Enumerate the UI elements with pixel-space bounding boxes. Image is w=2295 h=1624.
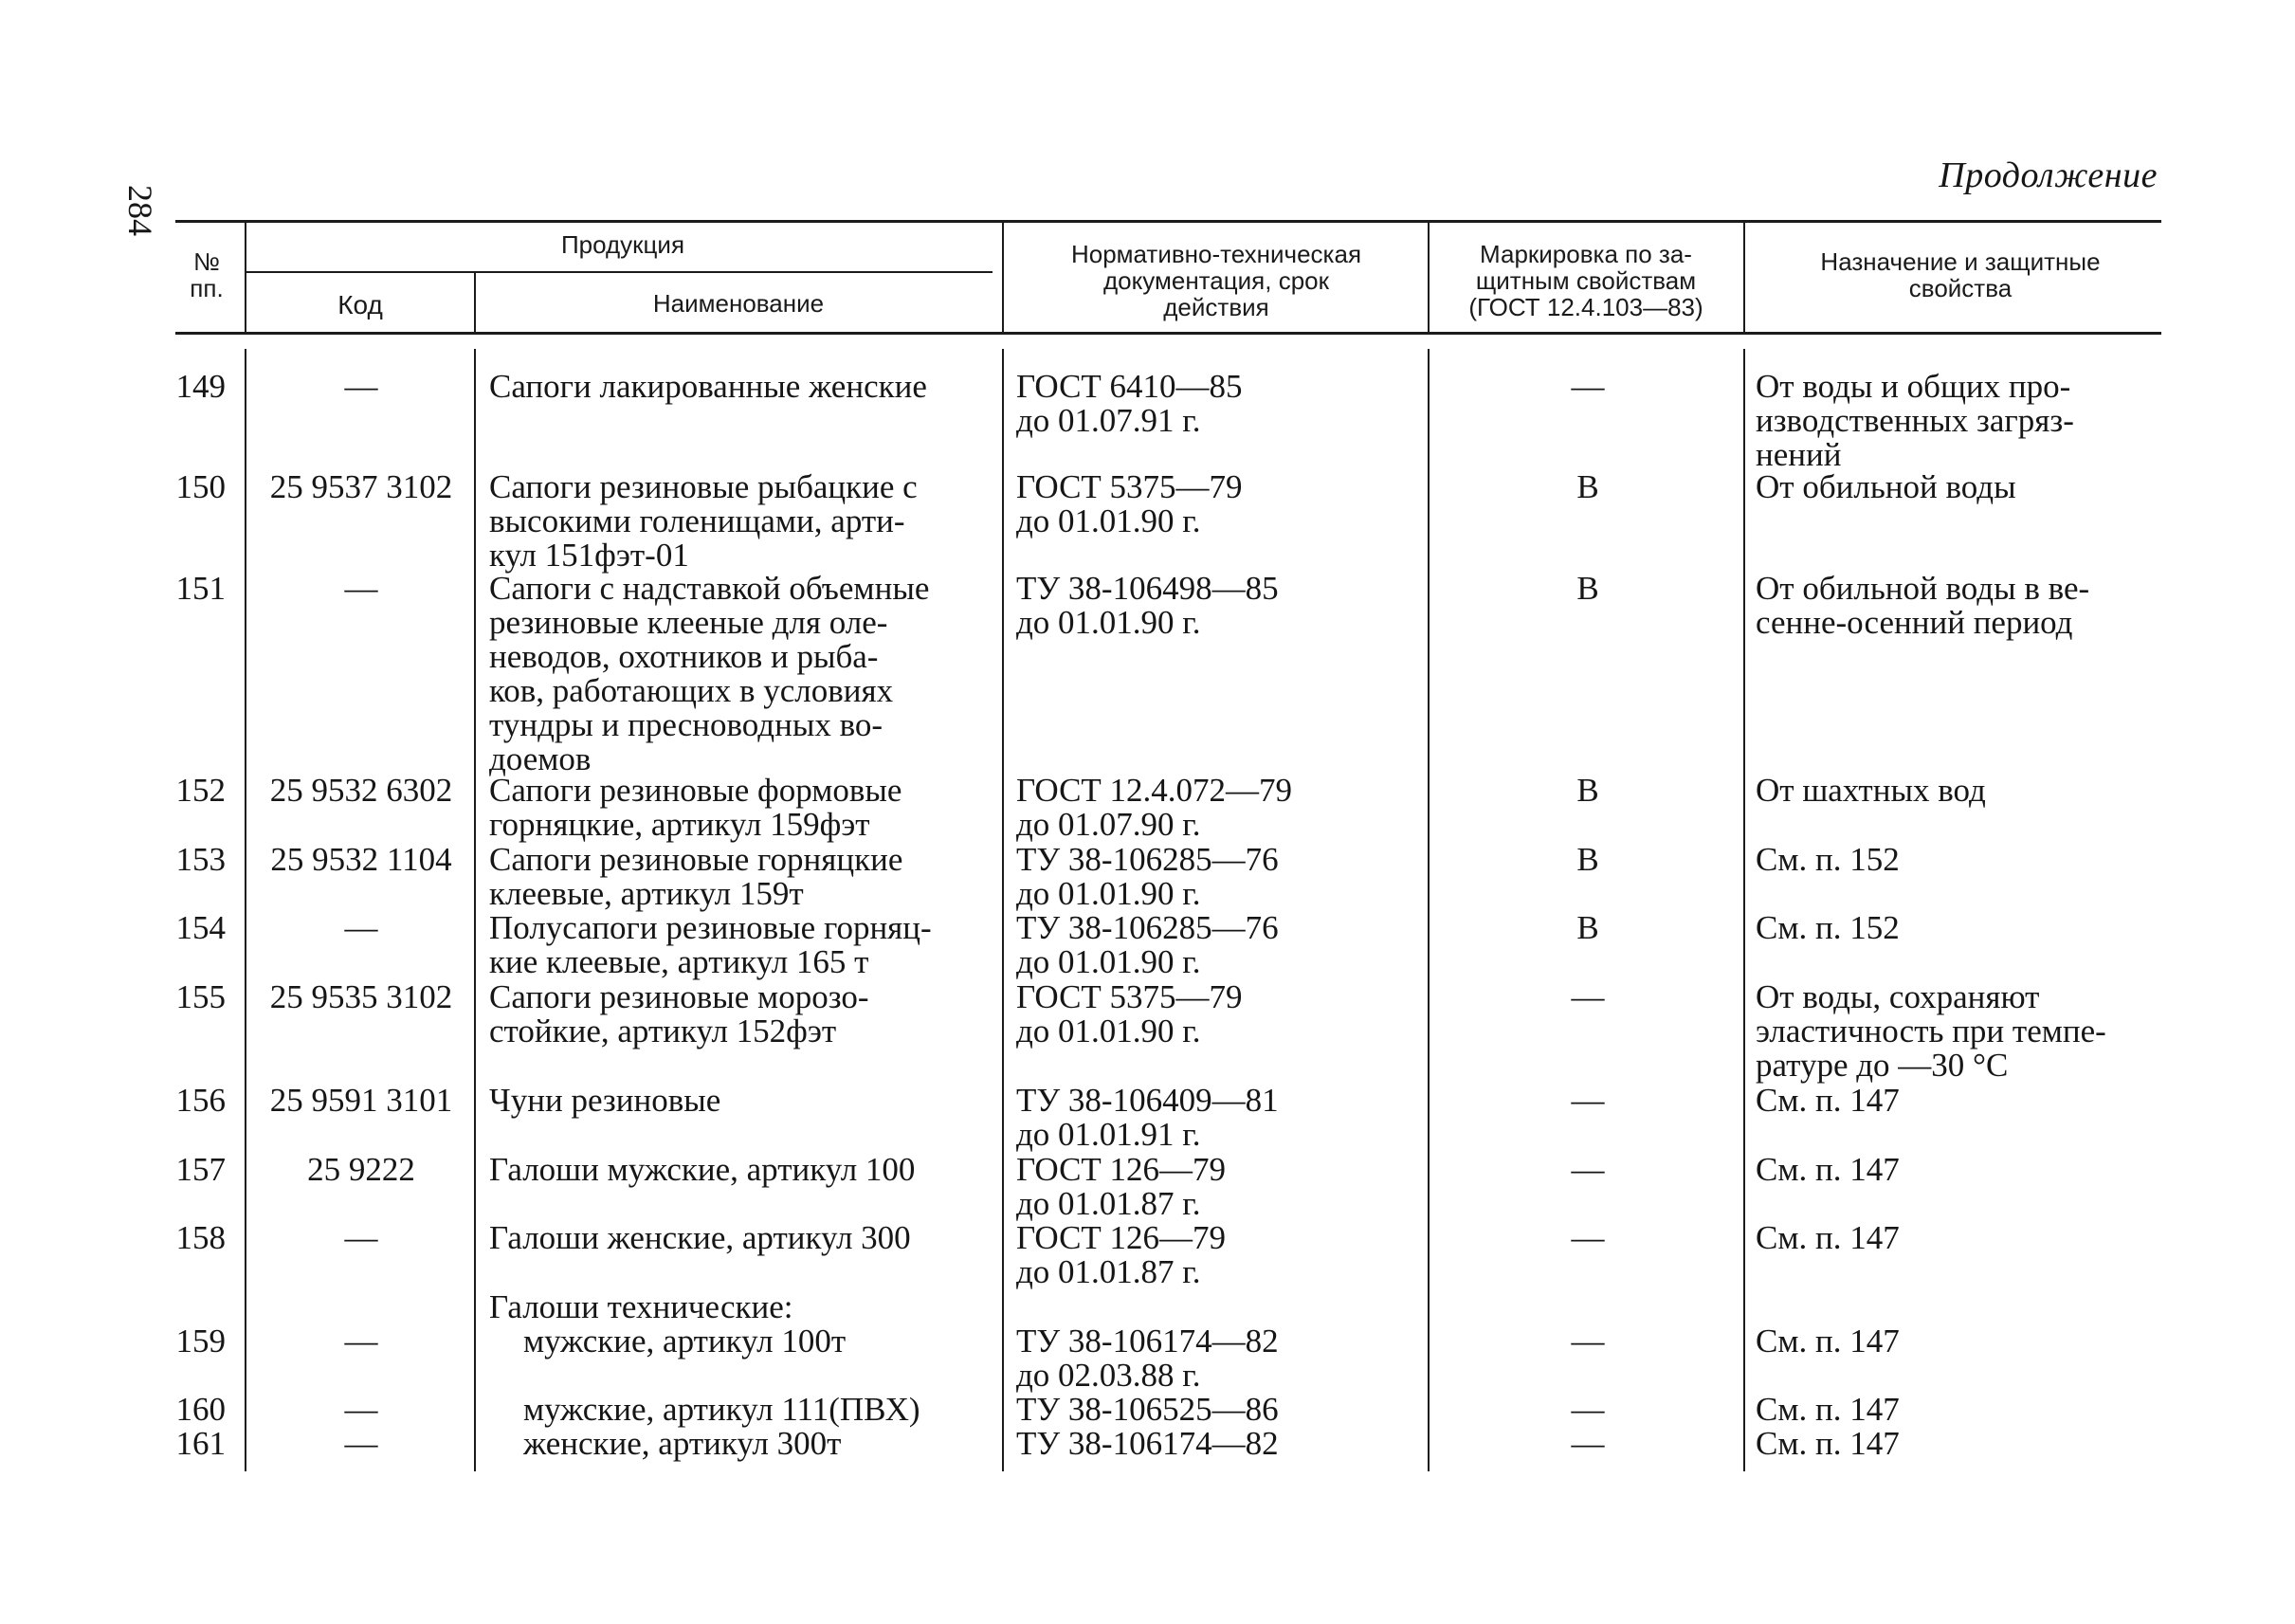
- cell-doc: ТУ 38-106498—85 до 01.01.90 г.: [1016, 570, 1279, 641]
- cell-marking: —: [1571, 1151, 1605, 1188]
- header-divider: [1743, 222, 1745, 332]
- cell-code: —: [344, 1323, 378, 1359]
- cell-code: 25 9591 3101: [269, 1082, 453, 1119]
- cell-marking: В: [1576, 468, 1599, 505]
- cell-name: Полусапоги резиновые горняц- кие клеевые, артикул 165 т: [489, 909, 932, 980]
- cell-doc: ГОСТ 6410—85 до 01.07.91 г.: [1016, 368, 1243, 439]
- cell-name: Сапоги резиновые рыбацкие с высокими голенищами, арти- кул 151фэт-01: [489, 468, 918, 574]
- cell-num: 150: [175, 468, 226, 505]
- column-divider: [1428, 349, 1430, 1471]
- column-divider: [245, 349, 246, 1471]
- header-purpose: Назначение и защитные свойства: [1820, 247, 2101, 302]
- cell-purpose: См. п. 147: [1756, 1391, 1900, 1428]
- cell-purpose: См. п. 147: [1756, 1425, 1900, 1462]
- header-divider: [1002, 222, 1004, 332]
- cell-doc: ТУ 38-106285—76 до 01.01.90 г.: [1016, 909, 1279, 980]
- cell-name: Чуни резиновые: [489, 1082, 721, 1119]
- cell-code: —: [344, 909, 378, 946]
- cell-marking: —: [1571, 368, 1605, 405]
- cell-code: 25 9535 3102: [269, 978, 453, 1015]
- cell-purpose: От обильной воды в ве- сенне-осенний период: [1756, 570, 2090, 641]
- cell-num: 153: [175, 841, 226, 878]
- cell-name: мужские, артикул 111(ПВХ): [523, 1391, 920, 1428]
- cell-name: мужские, артикул 100т: [523, 1323, 847, 1359]
- cell-code: —: [344, 1391, 378, 1428]
- cell-num: 152: [175, 772, 226, 809]
- cell-num: 157: [175, 1151, 226, 1188]
- header-code: Код: [337, 290, 383, 319]
- cell-doc: ГОСТ 5375—79 до 01.01.90 г.: [1016, 468, 1243, 539]
- cell-code: 25 9537 3102: [269, 468, 453, 505]
- cell-name: Сапоги резиновые формовые горняцкие, артикул 159фэт: [489, 772, 902, 843]
- cell-purpose: См. п. 152: [1756, 841, 1900, 878]
- cell-purpose: От воды, сохраняют эластичность при темпе- ратуре до —30 °С: [1756, 978, 2106, 1084]
- header-divider: [474, 273, 476, 332]
- cell-num: 151: [175, 570, 226, 607]
- cell-doc: ГОСТ 12.4.072—79 до 01.07.90 г.: [1016, 772, 1293, 843]
- cell-purpose: См. п. 147: [1756, 1082, 1900, 1119]
- cell-num: 154: [175, 909, 226, 946]
- cell-num: 161: [175, 1425, 226, 1462]
- cell-code: —: [344, 368, 378, 405]
- cell-doc: ТУ 38-106285—76 до 01.01.90 г.: [1016, 841, 1279, 912]
- cell-name: Сапоги резиновые горняцкие клеевые, артикул 159т: [489, 841, 903, 912]
- header-product-group: Продукция: [560, 230, 685, 259]
- cell-doc: ГОСТ 5375—79 до 01.01.90 г.: [1016, 978, 1243, 1049]
- cell-num: 155: [175, 978, 226, 1015]
- cell-marking: В: [1576, 841, 1599, 878]
- column-divider: [474, 349, 476, 1471]
- header-group-rule: [246, 271, 993, 273]
- cell-code: —: [344, 570, 378, 607]
- cell-marking: —: [1571, 1391, 1605, 1428]
- header-divider: [1428, 222, 1430, 332]
- cell-num: 160: [175, 1391, 226, 1428]
- header-num: № пп.: [190, 247, 224, 302]
- continuation-label: Продолжение: [1939, 155, 2158, 195]
- cell-doc: ГОСТ 126—79 до 01.01.87 г.: [1016, 1219, 1227, 1290]
- page-number: 284: [121, 185, 159, 236]
- header-bottom-rule: [175, 332, 2161, 335]
- cell-purpose: От шахтных вод: [1756, 772, 1986, 809]
- cell-marking: В: [1576, 570, 1599, 607]
- cell-doc: ТУ 38-106525—86: [1016, 1391, 1279, 1428]
- cell-code: 25 9532 6302: [269, 772, 453, 809]
- cell-name: женские, артикул 300т: [523, 1425, 842, 1462]
- cell-marking: —: [1571, 1219, 1605, 1256]
- cell-doc: ТУ 38-106174—82 до 02.03.88 г.: [1016, 1323, 1279, 1394]
- table-top-rule: [175, 220, 2161, 223]
- header-divider: [245, 222, 246, 332]
- cell-num: 149: [175, 368, 226, 405]
- cell-code: —: [344, 1219, 378, 1256]
- cell-marking: —: [1571, 1425, 1605, 1462]
- header-doc: Нормативно-техническая документация, срок действия: [1070, 240, 1362, 321]
- cell-doc: ГОСТ 126—79 до 01.01.87 г.: [1016, 1151, 1227, 1222]
- cell-purpose: См. п. 152: [1756, 909, 1900, 946]
- cell-purpose: От воды и общих про- изводственных загряз- нений: [1756, 368, 2074, 473]
- cell-code: 25 9222: [307, 1151, 415, 1188]
- cell-num: 156: [175, 1082, 226, 1119]
- cell-doc: ТУ 38-106409—81 до 01.01.91 г.: [1016, 1082, 1279, 1153]
- cell-name: Галоши мужские, артикул 100: [489, 1151, 916, 1188]
- cell-name: Галоши женские, артикул 300: [489, 1219, 911, 1256]
- header-name: Наименование: [652, 289, 825, 318]
- cell-num: 159: [175, 1323, 226, 1359]
- column-divider: [1743, 349, 1745, 1471]
- cell-marking: —: [1571, 1323, 1605, 1359]
- cell-name: Сапоги лакированные женские: [489, 368, 927, 405]
- cell-doc: ТУ 38-106174—82: [1016, 1425, 1279, 1462]
- cell-name: Галоши технические:: [489, 1288, 793, 1325]
- cell-marking: —: [1571, 978, 1605, 1015]
- cell-code: —: [344, 1425, 378, 1462]
- cell-purpose: См. п. 147: [1756, 1323, 1900, 1359]
- cell-purpose: См. п. 147: [1756, 1151, 1900, 1188]
- column-divider: [1002, 349, 1004, 1471]
- cell-marking: В: [1576, 909, 1599, 946]
- cell-purpose: От обильной воды: [1756, 468, 2016, 505]
- cell-marking: В: [1576, 772, 1599, 809]
- cell-name: Сапоги резиновые морозо- стойкие, артикул 152фэт: [489, 978, 869, 1049]
- cell-code: 25 9532 1104: [270, 841, 452, 878]
- cell-marking: —: [1571, 1082, 1605, 1119]
- header-marking: Маркировка по за- щитным свойствам (ГОСТ 12.4.103—83): [1468, 240, 1703, 321]
- cell-name: Сапоги с надставкой объемные резиновые клееные для оле- неводов, охотников и рыба- ков, работающих в условиях тундры и пресноводных во- доемов: [489, 570, 930, 777]
- cell-purpose: См. п. 147: [1756, 1219, 1900, 1256]
- cell-num: 158: [175, 1219, 226, 1256]
